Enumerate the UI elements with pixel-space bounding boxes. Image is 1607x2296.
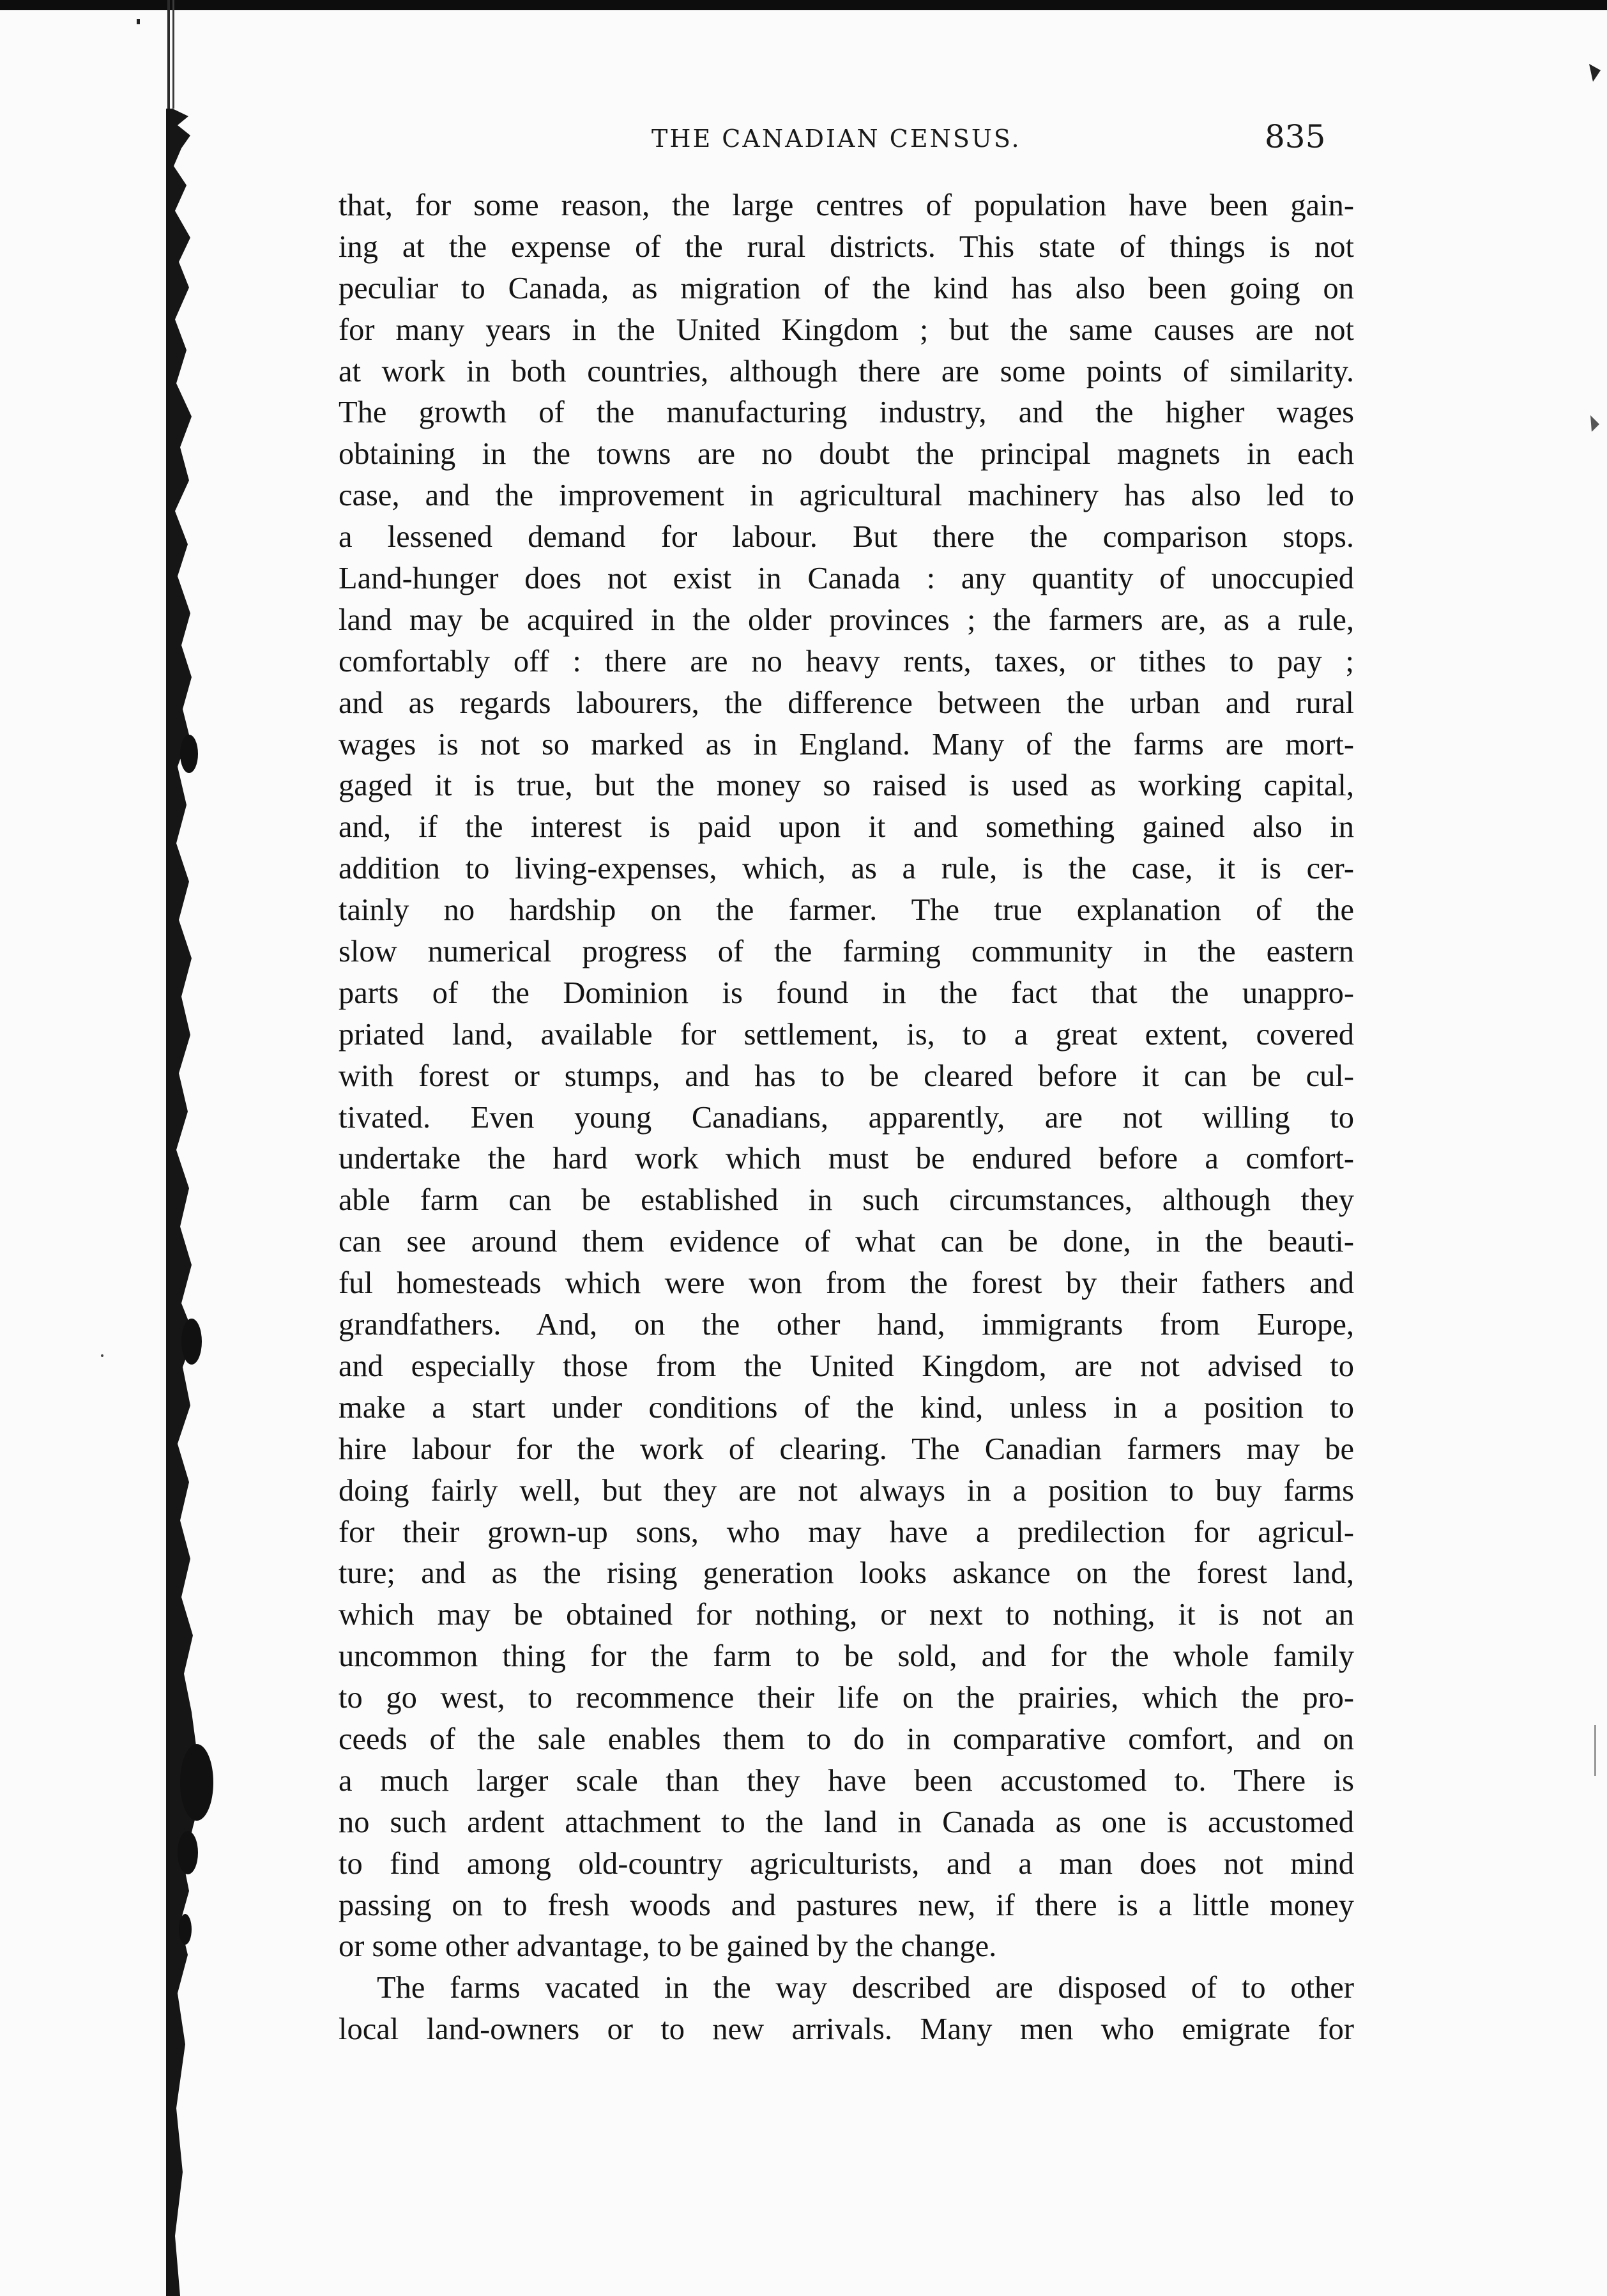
text-line: ing at the expense of the rural districts. This state of things is not xyxy=(339,229,1354,264)
text-line: and, if the interest is paid upon it and something gained also in xyxy=(339,810,1354,845)
text-line: and especially those from the United Kingdom, are not advised to xyxy=(339,1349,1354,1383)
text-line: for their grown-up sons, who may have a predilection for agricul- xyxy=(339,1515,1354,1549)
text-line: a much larger scale than they have been accustomed to. There is xyxy=(339,1763,1354,1798)
text-line: ful homesteads which were won from the forest by their fathers and xyxy=(339,1266,1354,1301)
text-line: able farm can be established in such circumstances, although they xyxy=(339,1183,1354,1218)
running-head: THE CANADIAN CENSUS. xyxy=(651,125,1021,153)
page-number: 835 xyxy=(1265,118,1326,155)
text-line: land may be acquired in the older provinces ; the farmers are, as a rule, xyxy=(339,602,1354,637)
text-line: wages is not so marked as in England. Many of the farms are mort- xyxy=(339,727,1354,762)
text-line: priated land, available for settlement, is, to a great extent, covered xyxy=(339,1017,1354,1052)
text-line: which may be obtained for nothing, or next to nothing, it is not an xyxy=(339,1598,1354,1632)
text-line: obtaining in the towns are no doubt the principal magnets in each xyxy=(339,437,1354,471)
text-line: local land-owners or to new arrivals. Many men who emigrate for xyxy=(339,2012,1354,2047)
text-line: gaged it is true, but the money so raised is used as working capital, xyxy=(339,769,1354,803)
right-edge-marks xyxy=(1587,0,1607,2296)
text-line: make a start under conditions of the kind, unless in a position to xyxy=(339,1390,1354,1425)
text-line: and as regards labourers, the difference between the urban and rural xyxy=(339,685,1354,720)
scan-top-edge xyxy=(0,0,1607,10)
body-text xyxy=(339,185,1354,2051)
text-line: grandfathers. And, on the other hand, immigrants from Europe, xyxy=(339,1308,1354,1342)
text-line: a lessened demand for labour. But there the comparison stops. xyxy=(339,520,1354,555)
text-line: to find among old-country agriculturists, and a man does not mind xyxy=(339,1846,1354,1881)
text-line: hire labour for the work of clearing. The Canadian farmers may be xyxy=(339,1432,1354,1466)
text-line: The farms vacated in the way described are disposed of to other xyxy=(377,1971,1354,2005)
text-line: tainly no hardship on the farmer. The true explanation of the xyxy=(339,893,1354,928)
text-line: with forest or stumps, and has to be cleared before it can be cul- xyxy=(339,1059,1354,1093)
text-line: comfortably off : there are no heavy rents, taxes, or tithes to pay ; xyxy=(339,644,1354,678)
paragraph-2 xyxy=(339,1968,1354,2051)
page-header xyxy=(332,118,1354,163)
text-line: tivated. Even young Canadians, apparently, are not willing to xyxy=(339,1100,1354,1135)
text-line: no such ardent attachment to the land in Canada as one is accustomed xyxy=(339,1805,1354,1839)
text-line: for many years in the United Kingdom ; but the same causes are not xyxy=(339,312,1354,347)
text-line: that, for some reason, the large centres of population have been gain- xyxy=(339,188,1354,222)
text-line: parts of the Dominion is found in the fact that the unappro- xyxy=(339,976,1354,1010)
text-line: or some other advantage, to be gained by the change. xyxy=(339,1929,997,1964)
stray-dot xyxy=(101,1354,103,1357)
text-line: ture; and as the rising generation looks askance on the forest land, xyxy=(339,1556,1354,1591)
text-line: The growth of the manufacturing industry, and the higher wages xyxy=(339,395,1354,430)
text-line: undertake the hard work which must be endured before a comfort- xyxy=(339,1142,1354,1176)
text-line: passing on to fresh woods and pastures new, if there is a little money xyxy=(339,1888,1354,1922)
text-line: addition to living-expenses, which, as a rule, is the case, it is cer- xyxy=(339,852,1354,886)
text-line: ceeds of the sale enables them to do in comparative comfort, and on xyxy=(339,1722,1354,1756)
text-line: uncommon thing for the farm to be sold, and for the whole family xyxy=(339,1639,1354,1674)
text-line: can see around them evidence of what can be done, in the beauti- xyxy=(339,1225,1354,1259)
stray-dot xyxy=(137,19,140,24)
text-line: slow numerical progress of the farming community in the eastern xyxy=(339,935,1354,969)
text-line: case, and the improvement in agricultural machinery has also led to xyxy=(339,478,1354,513)
text-line: Land-hunger does not exist in Canada : any quantity of unoccupied xyxy=(339,562,1354,596)
paragraph-1 xyxy=(339,185,1354,1968)
text-line: peculiar to Canada, as migration of the kind has also been going on xyxy=(339,271,1354,305)
text-line: at work in both countries, although there are some points of similarity. xyxy=(339,354,1354,388)
torn-gutter-edge xyxy=(128,0,230,2296)
text-line: to go west, to recommence their life on the prairies, which the pro- xyxy=(339,1681,1354,1715)
text-line: doing fairly well, but they are not always in a position to buy farms xyxy=(339,1473,1354,1508)
